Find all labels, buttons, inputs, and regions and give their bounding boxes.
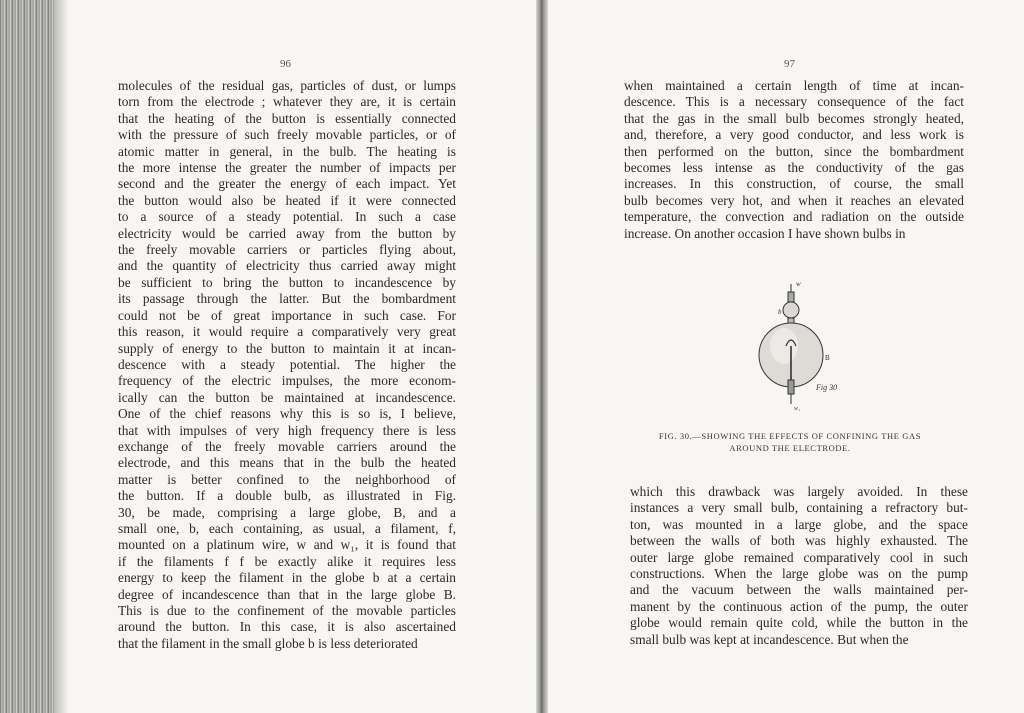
text-line: and the vacuum between the walls maintained per- [630,582,968,598]
text-line: the more intense the greater the number of impacts per [118,160,456,176]
text-line: if the filaments f f be exactly alike it requires less [118,553,456,569]
text-line: molecules of the residual gas, particles of dust, or lumps [118,78,456,93]
text-line: electrode, and this means that in the bulb the heated [118,455,456,471]
page-number-left: 96 [280,58,291,70]
text-line: the button would also be heated if it were connected [118,192,456,208]
text-line: temperature, the convection and radiation on the outside [624,209,964,225]
text-line: and the quantity of electricity thus carried away might [118,258,456,274]
text-line: when maintained a certain length of time at incan- [624,78,964,93]
figure-caption [640,430,940,454]
text-line: between the walls of both was highly exhausted. The [630,533,968,549]
label-w: w [796,280,801,288]
text-line: descence with a steady potential. The higher the [118,356,456,372]
text-line: matter is better confined to the neighborhood of [118,471,456,487]
text-line: globe would remain quite cold, while the button in the [630,615,968,631]
text-line: small bulb was kept at incandescence. But when the [630,631,909,647]
text-line: increase. On another occasion I have shown bulbs in [624,225,906,241]
text-line: increases. In this construction, of course, the small [624,176,964,192]
text-line: This is due to the confinement of the movable particles [118,603,456,618]
text-line: the button. If a double bulb, as illustrated in Fig. [118,488,456,504]
label-b: b [778,308,782,316]
text-line: the freely movable carriers or particles flying about, [118,242,456,258]
text-line: One of the chief reasons why this is so is, I believe, [118,406,456,422]
small-globe [783,302,799,318]
text-line: that the filament in the small globe b is less deteriorated [118,635,418,651]
text-line: bulb becomes very hot, and when it reaches an elevated [624,192,964,208]
text-line: second and the greater the energy of each impact. Yet [118,176,456,192]
page-edge-shadow [54,0,68,713]
text-line: frequency of the electric impulses, the more econom- [118,373,456,389]
text-line: becomes less intense as the conductivity of the gas [624,160,964,176]
text-line: to a source of a steady potential. In such a case [118,209,456,225]
text-line: mounted on a platinum wire, w and w₁, it is found that [118,537,456,553]
text-line: outer large globe remained comparatively cool in such [630,549,968,565]
text-line: manent by the continuous action of the pump, the outer [630,598,968,614]
text-line: and, therefore, a very good conductor, and less work is [624,127,964,143]
book-gutter [536,0,548,713]
text-line: electricity would be carried away from the button by [118,225,456,241]
right-page-body-text-top [624,78,964,242]
text-line: degree of incandescence than that in the large globe B. [118,586,456,602]
text-line: with the pressure of such freely movable particles, or of [118,127,456,143]
text-line: supply of energy to the button to maintain it at incan- [118,340,456,356]
text-line: instances a very small bulb, containing a refractory but- [630,500,968,516]
text-line: 30, be made, comprising a large globe, B, and a [118,504,456,520]
text-line: that the gas in the small bulb becomes strongly heated, [624,110,964,126]
figure-caption-line-2: AROUND THE ELECTRODE. [729,443,851,453]
right-page-body-text-bottom [630,484,968,648]
text-line: which this drawback was largely avoided. In these [630,484,968,499]
text-line: descence. This is a necessary consequence of the fact [624,94,964,110]
text-line: exchange of the freely movable carriers around the [118,438,456,454]
text-line: could not be of great importance in such case. For [118,307,456,323]
text-line: energy to keep the filament in the globe b at a certain [118,570,456,586]
text-line: its passage through the latter. But the bombardment [118,291,456,307]
book-spine-edge [0,0,54,713]
label-B: B [825,354,830,362]
text-line: then performed on the button, since the bombardment [624,143,964,159]
text-line: atomic matter in general, in the bulb. The heating is [118,143,456,159]
text-line: ically can the button be maintained at incandescence. [118,389,456,405]
figure-caption-line-1: FIG. 30.—SHOWING THE EFFECTS OF CONFINING THE GAS [658,431,922,441]
bulb-top-stem [788,292,794,302]
left-page-body-text [118,78,456,652]
figure-30-double-bulb-illustration [748,280,858,415]
text-line: small one, b, each containing, as usual, a filament, f, [118,520,456,536]
text-line: that with impulses of very high frequency there is less [118,422,456,438]
text-line: be sufficient to bring the button to incandescence by [118,274,456,290]
text-line: this reason, it would require a comparatively very great [118,324,456,340]
text-line: around the button. In this case, it is also ascertained [118,619,456,635]
text-line: that the heating of the button is essentially connected [118,110,456,126]
text-line: torn from the electrode ; whatever they are, it is certain [118,94,456,110]
label-w1: w₁ [794,406,801,412]
text-line: ton, was mounted in a large globe, and the space [630,516,968,532]
page-number-right: 97 [784,58,795,70]
label-fig-30: Fig 30 [816,383,838,392]
text-line: constructions. When the large globe was on the pump [630,566,968,582]
